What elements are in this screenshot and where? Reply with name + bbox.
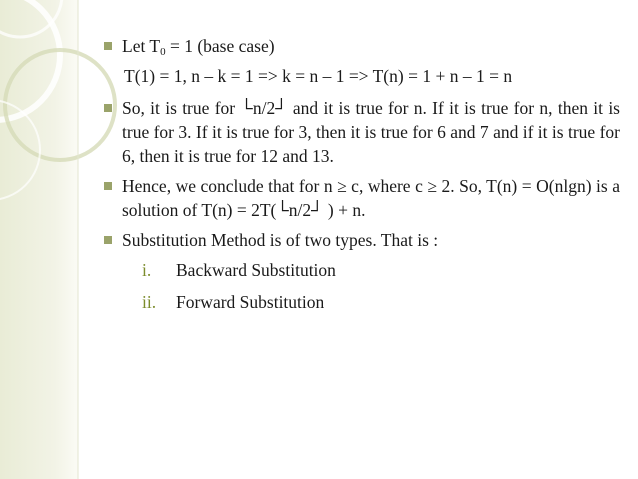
square-bullet-icon: [104, 236, 112, 244]
list-item-label: Forward Substitution: [176, 292, 325, 312]
list-item: [142, 258, 620, 290]
list-item: [142, 290, 620, 322]
bullet-induction: [100, 96, 620, 168]
square-bullet-icon: [104, 104, 112, 112]
substitution-types-list: [100, 258, 620, 322]
square-bullet-icon: [104, 182, 112, 190]
conclusion-text: Hence, we conclude that for n ≥ c, where c ≥ 2. So, T(n) = O(nlgn) is a solution of T(n) = 2T(└n/2┘ ) + n.: [122, 176, 620, 220]
bullet-conclusion: [100, 174, 620, 222]
induction-text: So, it is true for └n/2┘ and it is true for n. If it is true for n, then it is true for 3. If it is true for 3, then it is true for 6 and 7 and if it is true for 6, then it is true for 12 and 13.: [122, 98, 620, 166]
base-case-prefix: Let T: [122, 36, 161, 56]
base-case-subscript: 0: [160, 46, 166, 58]
bullet-types: [100, 228, 620, 252]
bullet-base-case: [100, 34, 620, 58]
square-bullet-icon: [104, 42, 112, 50]
types-text: Substitution Method is of two types. That is :: [122, 230, 439, 250]
base-case-suffix: = 1 (base case): [165, 36, 275, 56]
roman-numeral: ii.: [142, 292, 157, 312]
derivation-line: T(1) = 1, n – k = 1 => k = n – 1 => T(n) = 1 + n – 1 = n: [124, 66, 513, 86]
list-item-label: Backward Substitution: [176, 260, 336, 280]
slide-content: [100, 34, 620, 322]
roman-numeral: i.: [142, 260, 152, 280]
